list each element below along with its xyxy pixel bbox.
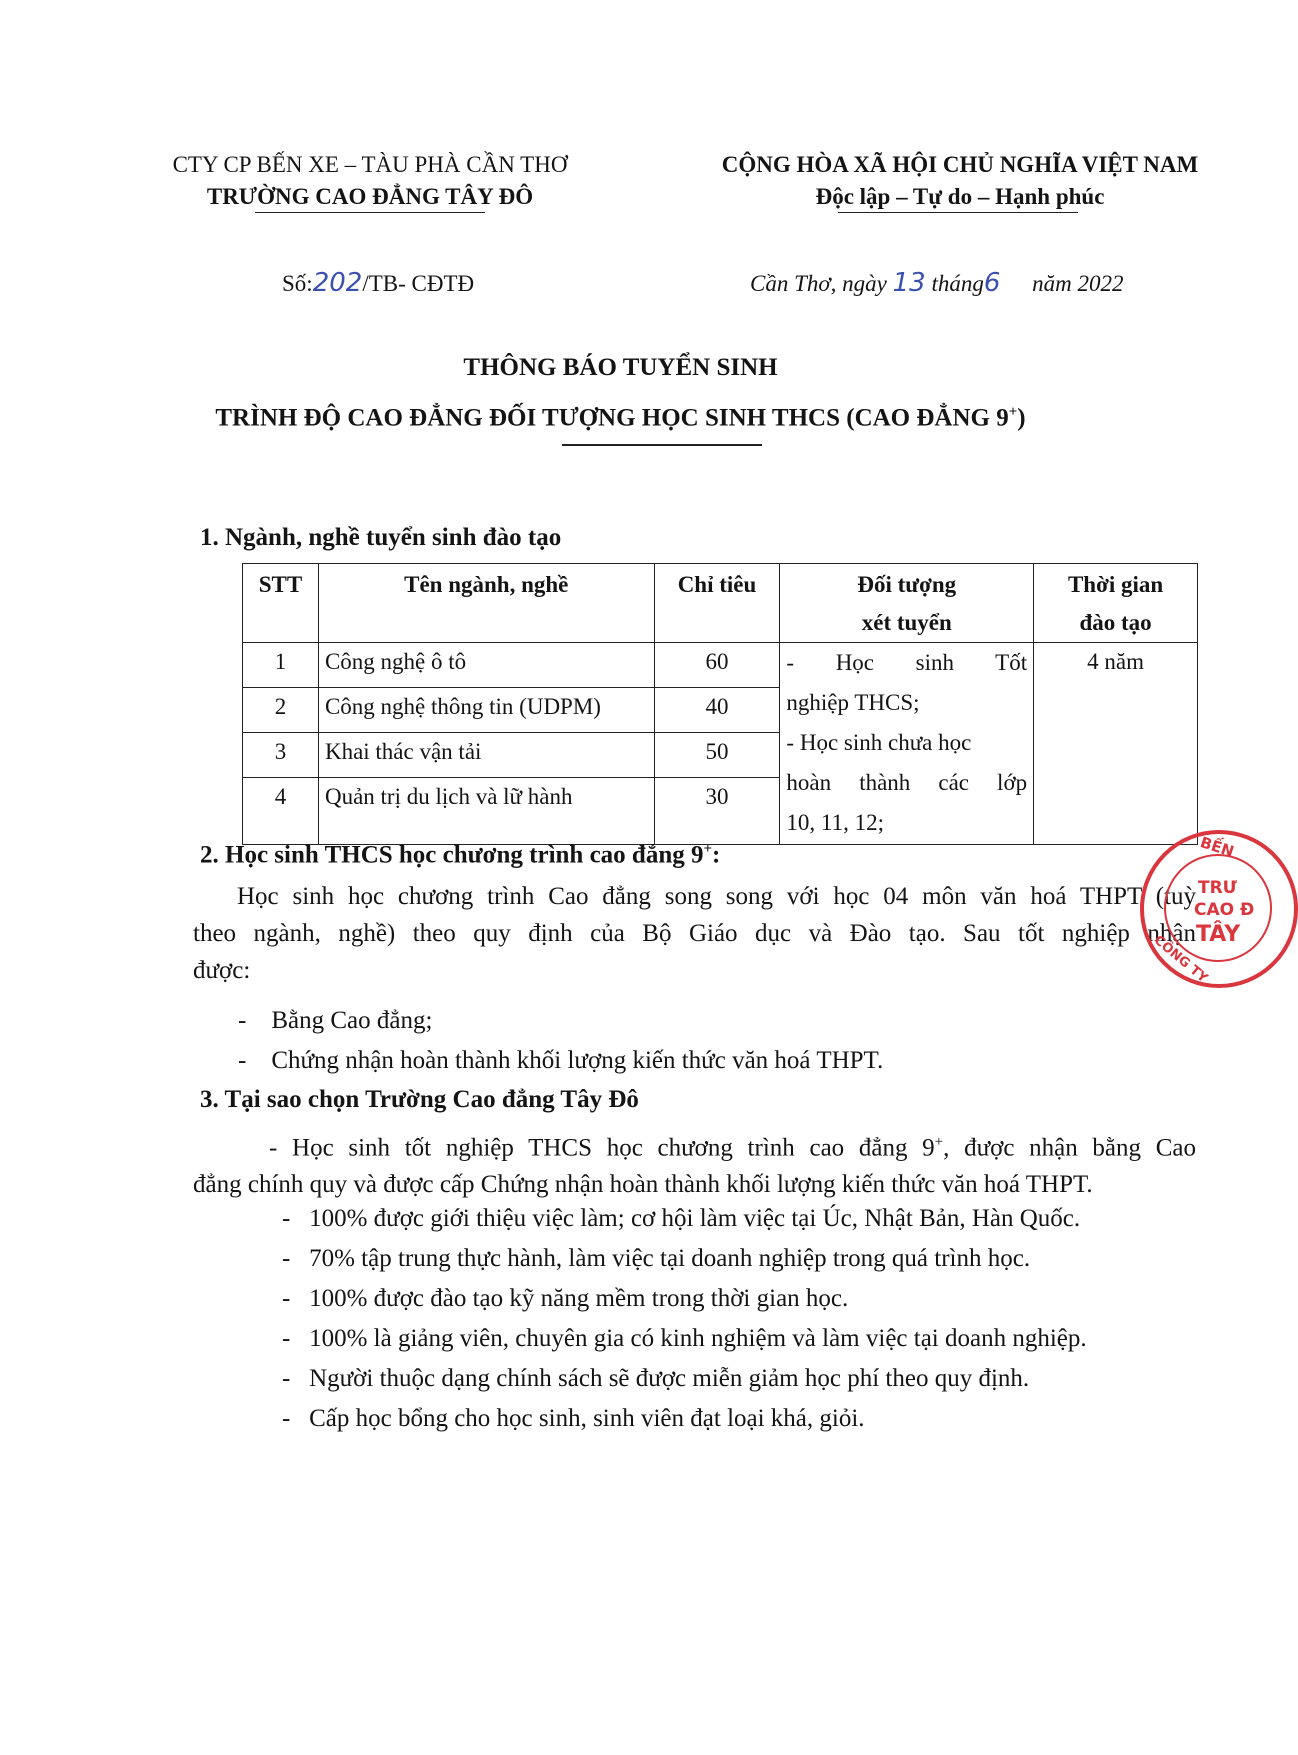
section-3-bullet: - 100% là giảng viên, chuyên gia có kinh nghiệm và làm việc tại doanh nghiệp. [282, 1325, 1087, 1352]
target-cell: - Học sinh Tốt nghiệp THCS; - Học sinh chưa học hoàn thành các lớp 10, 11, 12; [780, 643, 1034, 845]
seal-text-bottom: CÔNG TY [1150, 932, 1211, 987]
handwritten-month: 6 [983, 268, 1001, 298]
section-2-paragraph: Học sinh học chương trình Cao đẳng song song với học 04 môn văn hoá THPT (tuỳ theo ngành, nghề) theo quy định của Bộ Giáo dục và Đào tạo. Sau tốt nghiệp nhận được: [193, 883, 1196, 984]
table-row: 4 Quản trị du lịch và lữ hành 30 [243, 778, 1198, 845]
section-2-heading: 2. Học sinh THCS học chương trình cao đẳng 9+: [200, 841, 721, 869]
section-3-heading: 3. Tại sao chọn Trường Cao đẳng Tây Đô [200, 1086, 639, 1113]
table-row: 1 Công nghệ ô tô 60 - Học sinh Tốt nghiệp THCS; - Học sinh chưa học hoàn thành các lớp 10, 11, 12; 4 năm [243, 643, 1198, 688]
parent-company: CTY CP BẾN XE – TÀU PHÀ CẦN THƠ [172, 152, 568, 177]
col-stt: STT [243, 564, 319, 643]
section-3-bullet: - Cấp học bổng cho học sinh, sinh viên đạt loại khá, giỏi. [282, 1405, 865, 1432]
school-name: TRƯỜNG CAO ĐẲNG TÂY ĐÔ [206, 184, 534, 209]
section-3-bullet: - 100% được giới thiệu việc làm; cơ hội làm việc tại Úc, Nhật Bản, Hàn Quốc. [282, 1205, 1081, 1232]
organization-block [150, 150, 590, 212]
duration-cell: 4 năm [1034, 643, 1198, 845]
programs-table [242, 563, 1198, 845]
col-quota: Chỉ tiêu [654, 564, 780, 643]
section-1-heading: 1. Ngành, nghề tuyển sinh đào tạo [200, 524, 562, 551]
section-3-bullet: - 100% được đào tạo kỹ năng mềm trong thời gian học. [282, 1285, 849, 1312]
motto-underline [838, 212, 1078, 213]
section-3-bullet: - Người thuộc dạng chính sách sẽ được miễn giảm học phí theo quy định. [282, 1365, 1030, 1392]
section-2-bullet: - Chứng nhận hoàn thành khối lượng kiến thức văn hoá THPT. [238, 1047, 884, 1074]
handwritten-day: 13 [892, 268, 926, 298]
nation-name: CỘNG HÒA XÃ HỘI CHỦ NGHĨA VIỆT NAM [721, 152, 1199, 177]
table-header-row [243, 564, 1198, 643]
seal-text-2: CAO Đ [1194, 900, 1255, 920]
national-heading [690, 150, 1230, 212]
school-name-underline [255, 212, 485, 213]
seal-text-top: BẾN [1198, 833, 1237, 861]
document-title: THÔNG BÁO TUYỂN SINH [463, 354, 778, 381]
document-number: Số:202/TB- CĐTĐ [282, 268, 475, 298]
col-name: Tên ngành, nghề [318, 564, 654, 643]
document-subtitle: TRÌNH ĐỘ CAO ĐẲNG ĐỐI TƯỢNG HỌC SINH THCS (CAO ĐẲNG 9+) [215, 404, 1026, 432]
seal-text-1: TRƯ [1198, 878, 1237, 898]
table-row: 3 Khai thác vận tải 50 [243, 733, 1198, 778]
table-row: 2 Công nghệ thông tin (UDPM) 40 [243, 688, 1198, 733]
title-underline [562, 444, 762, 446]
section-3-intro: - Học sinh tốt nghiệp THCS học chương trình cao đẳng 9+, được nhận bằng Cao đẳng chính quy và được cấp Chứng nhận hoàn thành khối lượng kiến thức văn hoá THPT. [193, 1134, 1196, 1199]
official-seal [1140, 830, 1298, 988]
seal-text-3: TÂY [1196, 922, 1241, 947]
section-3-bullet: - 70% tập trung thực hành, làm việc tại doanh nghiệp trong quá trình học. [282, 1245, 1031, 1272]
document-date: Cần Thơ, ngày 13 tháng6 năm 2022 [750, 268, 1124, 298]
col-duration: Thời gian đào tạo [1034, 564, 1198, 643]
handwritten-number: 202 [312, 268, 363, 298]
section-2-bullet: - Bằng Cao đẳng; [238, 1007, 433, 1034]
col-target: Đối tượng xét tuyển [780, 564, 1034, 643]
national-motto: Độc lập – Tự do – Hạnh phúc [815, 184, 1105, 209]
